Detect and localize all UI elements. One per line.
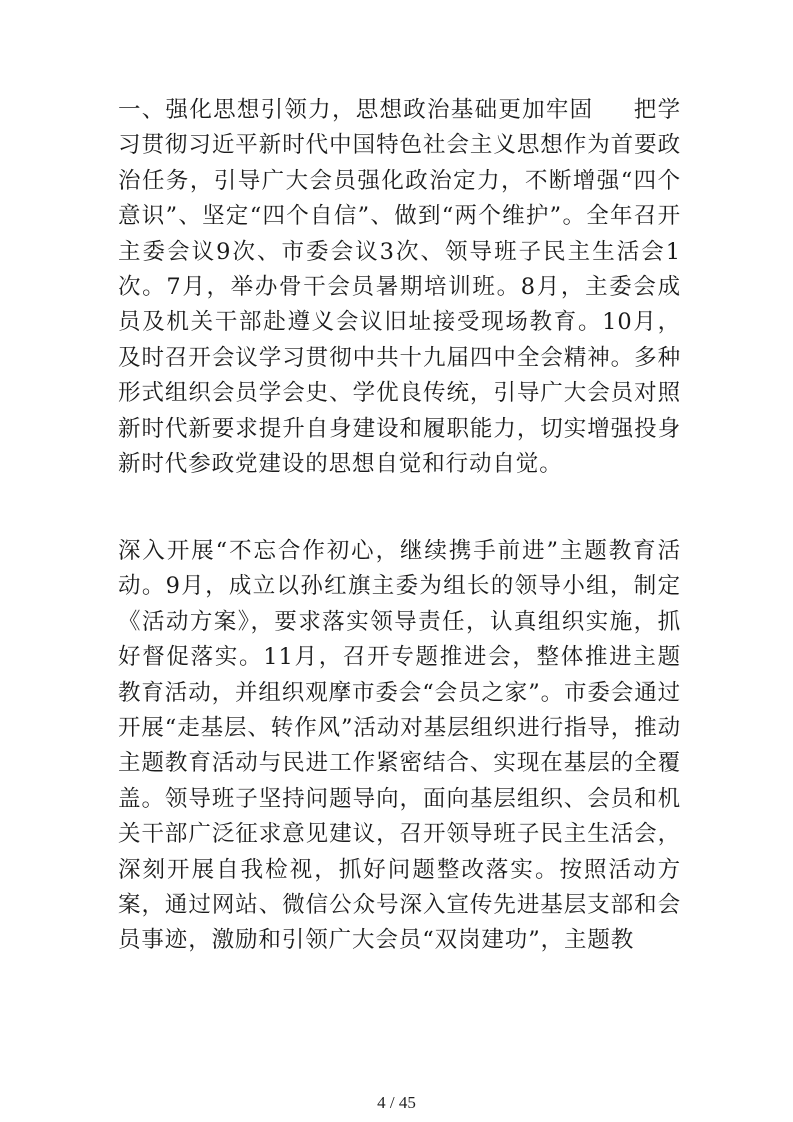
paragraph-2 [118,534,681,959]
page-number: 4 / 45 [377,1093,416,1112]
section-heading: 一、强化思想引领力，思想政治基础更加牢固 [118,97,594,123]
paragraph-1-body: 把学习贯彻习近平新时代中国特色社会主义思想作为首要政治任务，引导广大会员强化政治定力，不断增强“四个意识”、坚定“四个自信”、做到“两个维护”。全年召开主委会议9次、市委会议3次、领导班子民主生活会1次。7月，举办骨干会员暑期培训班。8月，主委会成员及机关干部赴遵义会议旧址接受现场教育。10月，及时召开会议学习贯彻中共十九届四中全会精神。多种形式组织会员学会史、学优良传统，引导广大会员对照新时代新要求提升自身建设和履职能力，切实增强投身新时代参政党建设的思想自觉和行动自觉。 [118,97,681,478]
paragraph-2-body: 深入开展“不忘合作初心，继续携手前进”主题教育活动。9月，成立以孙红旗主委为组长的领导小组，制定《活动方案》，要求落实领导责任，认真组织实施，抓好督促落实。11月，召开专题推进会，整体推进主题教育活动，并组织观摩市委会“会员之家”。市委会通过开展“走基层、转作风”活动对基层组织进行指导，推动主题教育活动与民进工作紧密结合、实现在基层的全覆盖。领导班子坚持问题导向，面向基层组织、会员和机关干部广泛征求意见建议，召开领导班子民主生活会，深刻开展自我检视，抓好问题整改落实。按照活动方案，通过网站、微信公众号深入宣传先进基层支部和会员事迹，激励和引领广大会员“双岗建功”，主题教 [118,538,682,954]
paragraph-1 [118,93,681,482]
